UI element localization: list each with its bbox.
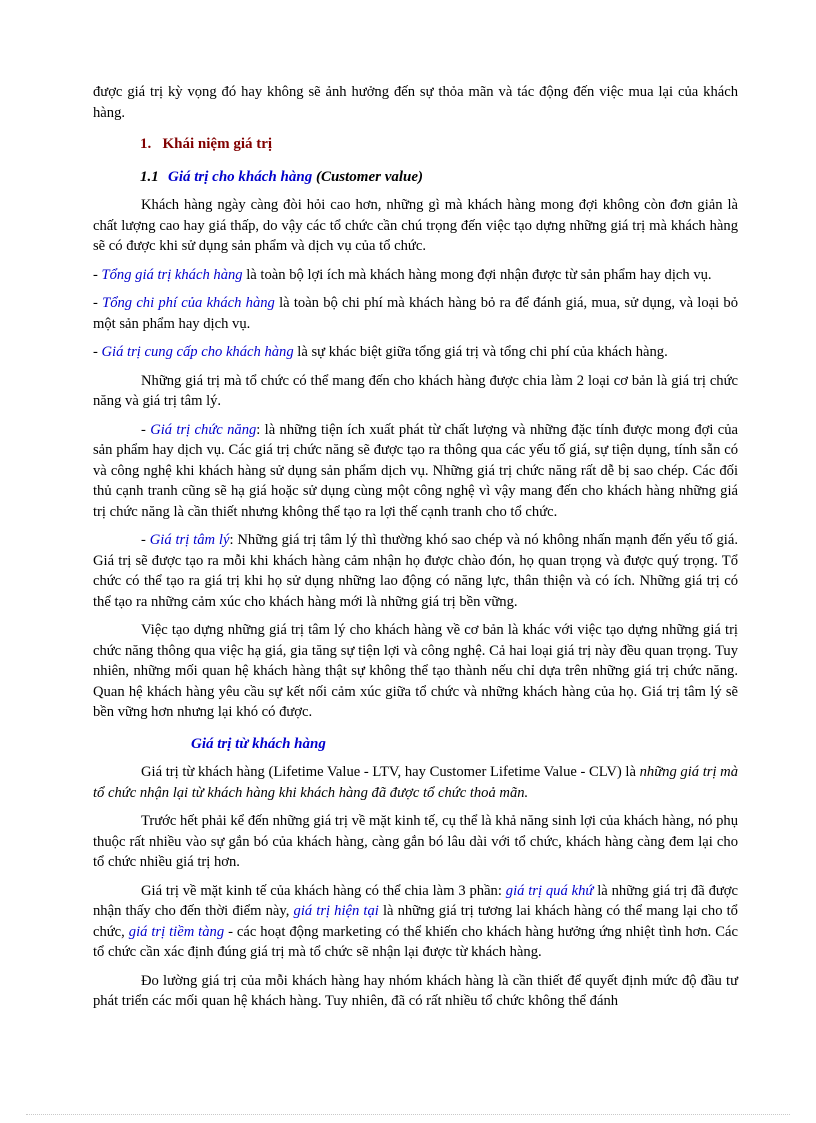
bullet-total-value (93, 265, 738, 286)
paragraph-building-value: Việc tạo dựng những giá trị tâm lý cho khách hàng về cơ bản là khác với việc tạo dựng những giá trị chức năng thông qua việc hạ giá, gia tăng sự tiện lợi và công nghệ. Cả hai loại giá trị này đều quan trọng. Tuy nhiên, những mối quan hệ khách hàng thật sự không thể tạo thành nếu chỉ dựa trên những giá trị chức năng. Quan hệ khách hàng yêu cầu sự kết nối cảm xúc giữa tổ chức và những khách hàng của họ. Giá trị tâm lý sẽ bền vững hơn nhưng lại khó có được. (93, 622, 738, 720)
paragraph-measurement: Đo lường giá trị của mỗi khách hàng hay nhóm khách hàng là cần thiết để quyết định mức độ đầu tư phát triển các mối quan hệ khách hàng. Tuy nhiên, đã có rất nhiều tổ chức không thể đánh (93, 972, 738, 1009)
paragraph-text: : là những tiện ích xuất phát từ chất lượng và những đặc tính được mong đợi của sản phẩm hay dịch vụ. Các giá trị chức năng sẽ được tạo ra thông qua các yếu tố giá, sự tiện dụng, tính sẵn có và công nghệ khi khách hàng sử dụng sản phẩm dịch vụ. Những giá trị chức năng rất dễ bị sao chép. Các đối thủ cạnh tranh cũng sẽ hạ giá hoặc sử dụng cùng một công nghệ vì vậy mang đến cho khách hàng những giá trị chức năng là cần thiết nhưng không thể tạo ra lợi thế cạnh tranh cho tổ chức. (93, 421, 738, 520)
bullet-text: là sự khác biệt giữa tổng giá trị và tổng chi phí của khách hàng. (293, 344, 668, 360)
bullet-dash: - (93, 295, 103, 311)
term-psychological-value: Giá trị tâm lý (149, 532, 230, 548)
paragraph-ltv-definition (93, 762, 738, 803)
bullet-dash: - (141, 421, 151, 438)
term-potential-value: giá trị tiềm tàng (128, 923, 225, 940)
bullet-dash: - (93, 344, 102, 360)
paragraph-text: Giá trị từ khách hàng (Lifetime Value - LTV, hay Customer Lifetime Value - CLV) là (141, 764, 640, 780)
term-functional-value: Giá trị chức năng (150, 421, 257, 438)
document-body (93, 82, 738, 1012)
subsection-english-title: (Customer value) (315, 168, 424, 185)
bullet-text: là toàn bộ chi phí mà khách hàng bỏ ra để đánh giá, mua, sử dụng, và loại bỏ một sản phẩm hay dịch vụ. (93, 295, 738, 332)
bullet-delivered-value (93, 342, 738, 363)
paragraph-text: : Những giá trị tâm lý thì thường khó sao chép và nó không nhấn mạnh đến yếu tố giá. Giá trị sẽ được tạo ra mỗi khi khách hàng cảm nhận họ được chào đón, họ quan trọng và được quý trọng. Tổ chức có thể tạo ra giá trị khi họ sử dụng những lao động có năng lực, thân thiện và có ích. Những giá trị có thể tạo ra những cảm xúc cho khách hàng mới là những giá trị bền vững. (93, 532, 738, 610)
term-total-cost: Tổng chi phí của khách hàng (102, 295, 275, 311)
bullet-dash: - (93, 266, 102, 283)
section-heading-1 (140, 134, 738, 155)
subsection-title: Giá trị cho khách hàng (168, 168, 313, 185)
paragraph-functional-value (93, 420, 738, 523)
paragraph-three-parts (93, 881, 738, 963)
paragraph-text: Giá trị về mặt kinh tế của khách hàng có thể chia làm 3 phần: (141, 882, 506, 899)
subsection-heading-1-1 (140, 167, 738, 188)
term-current-value: giá trị hiện tại (293, 903, 379, 919)
bullet-total-cost (93, 293, 738, 334)
page-bottom-divider (26, 1114, 790, 1115)
subsection-number: 1.1 (140, 168, 159, 185)
section-title: Khái niệm giá trị (162, 136, 273, 152)
paragraph-text: là những giá trị đã được nhận thấy cho đến thời điểm này, (93, 882, 739, 919)
paragraph-psychological-value (93, 530, 738, 612)
term-past-value: giá trị quá khứ (505, 882, 594, 899)
term-total-value: Tổng giá trị khách hàng (101, 266, 243, 283)
paragraph-text: - các hoạt động marketing có thể khiến cho khách hàng hưởng ứng nhiệt tình hơn. Các tổ chức cần xác định đúng giá trị mà tổ chức sẽ nhận lại được từ khách hàng. (93, 923, 738, 960)
bullet-text: là toàn bộ lợi ích mà khách hàng mong đợi nhận được từ sản phẩm hay dịch vụ. (242, 266, 712, 283)
subheading-value-from-customer: Giá trị từ khách hàng (191, 735, 326, 752)
bullet-dash: - (141, 532, 150, 548)
section-number: 1. (140, 136, 152, 152)
paragraph-value-types: Những giá trị mà tổ chức có thể mang đến cho khách hàng được chia làm 2 loại cơ bản là giá trị chức năng và giá trị tâm lý. (93, 372, 738, 409)
paragraph-text: là những giá trị tương lai khách hàng có thể mang lại cho tổ chức, (93, 903, 738, 940)
ltv-definition-italic: những giá trị mà tổ chức nhận lại từ khách hàng khi khách hàng đã được tổ chức thoả mãn. (93, 764, 738, 801)
paragraph-economic-value: Trước hết phải kể đến những giá trị về mặt kinh tế, cụ thể là khả năng sinh lợi của khách hàng, nó phụ thuộc rất nhiều vào sự gắn bó của khách hàng, càng gắn bó lâu dài với tổ chức, khách hàng càng đem lại cho tổ chức nhiều giá trị hơn. (93, 813, 738, 870)
paragraph-intro: Khách hàng ngày càng đòi hỏi cao hơn, những gì mà khách hàng mong đợi không còn đơn giản là chất lượng cao hay giá thấp, do vậy các tổ chức cần chú trọng đến việc tạo dựng những giá trị mà khách hàng sẽ có được khi sử dụng sản phẩm và dịch vụ của tổ chức. (93, 197, 738, 254)
term-delivered-value: Giá trị cung cấp cho khách hàng (101, 344, 294, 360)
paragraph-continuation: được giá trị kỳ vọng đó hay không sẽ ảnh hưởng đến sự thỏa mãn và tác động đến việc mua lại của khách hàng. (93, 84, 738, 121)
